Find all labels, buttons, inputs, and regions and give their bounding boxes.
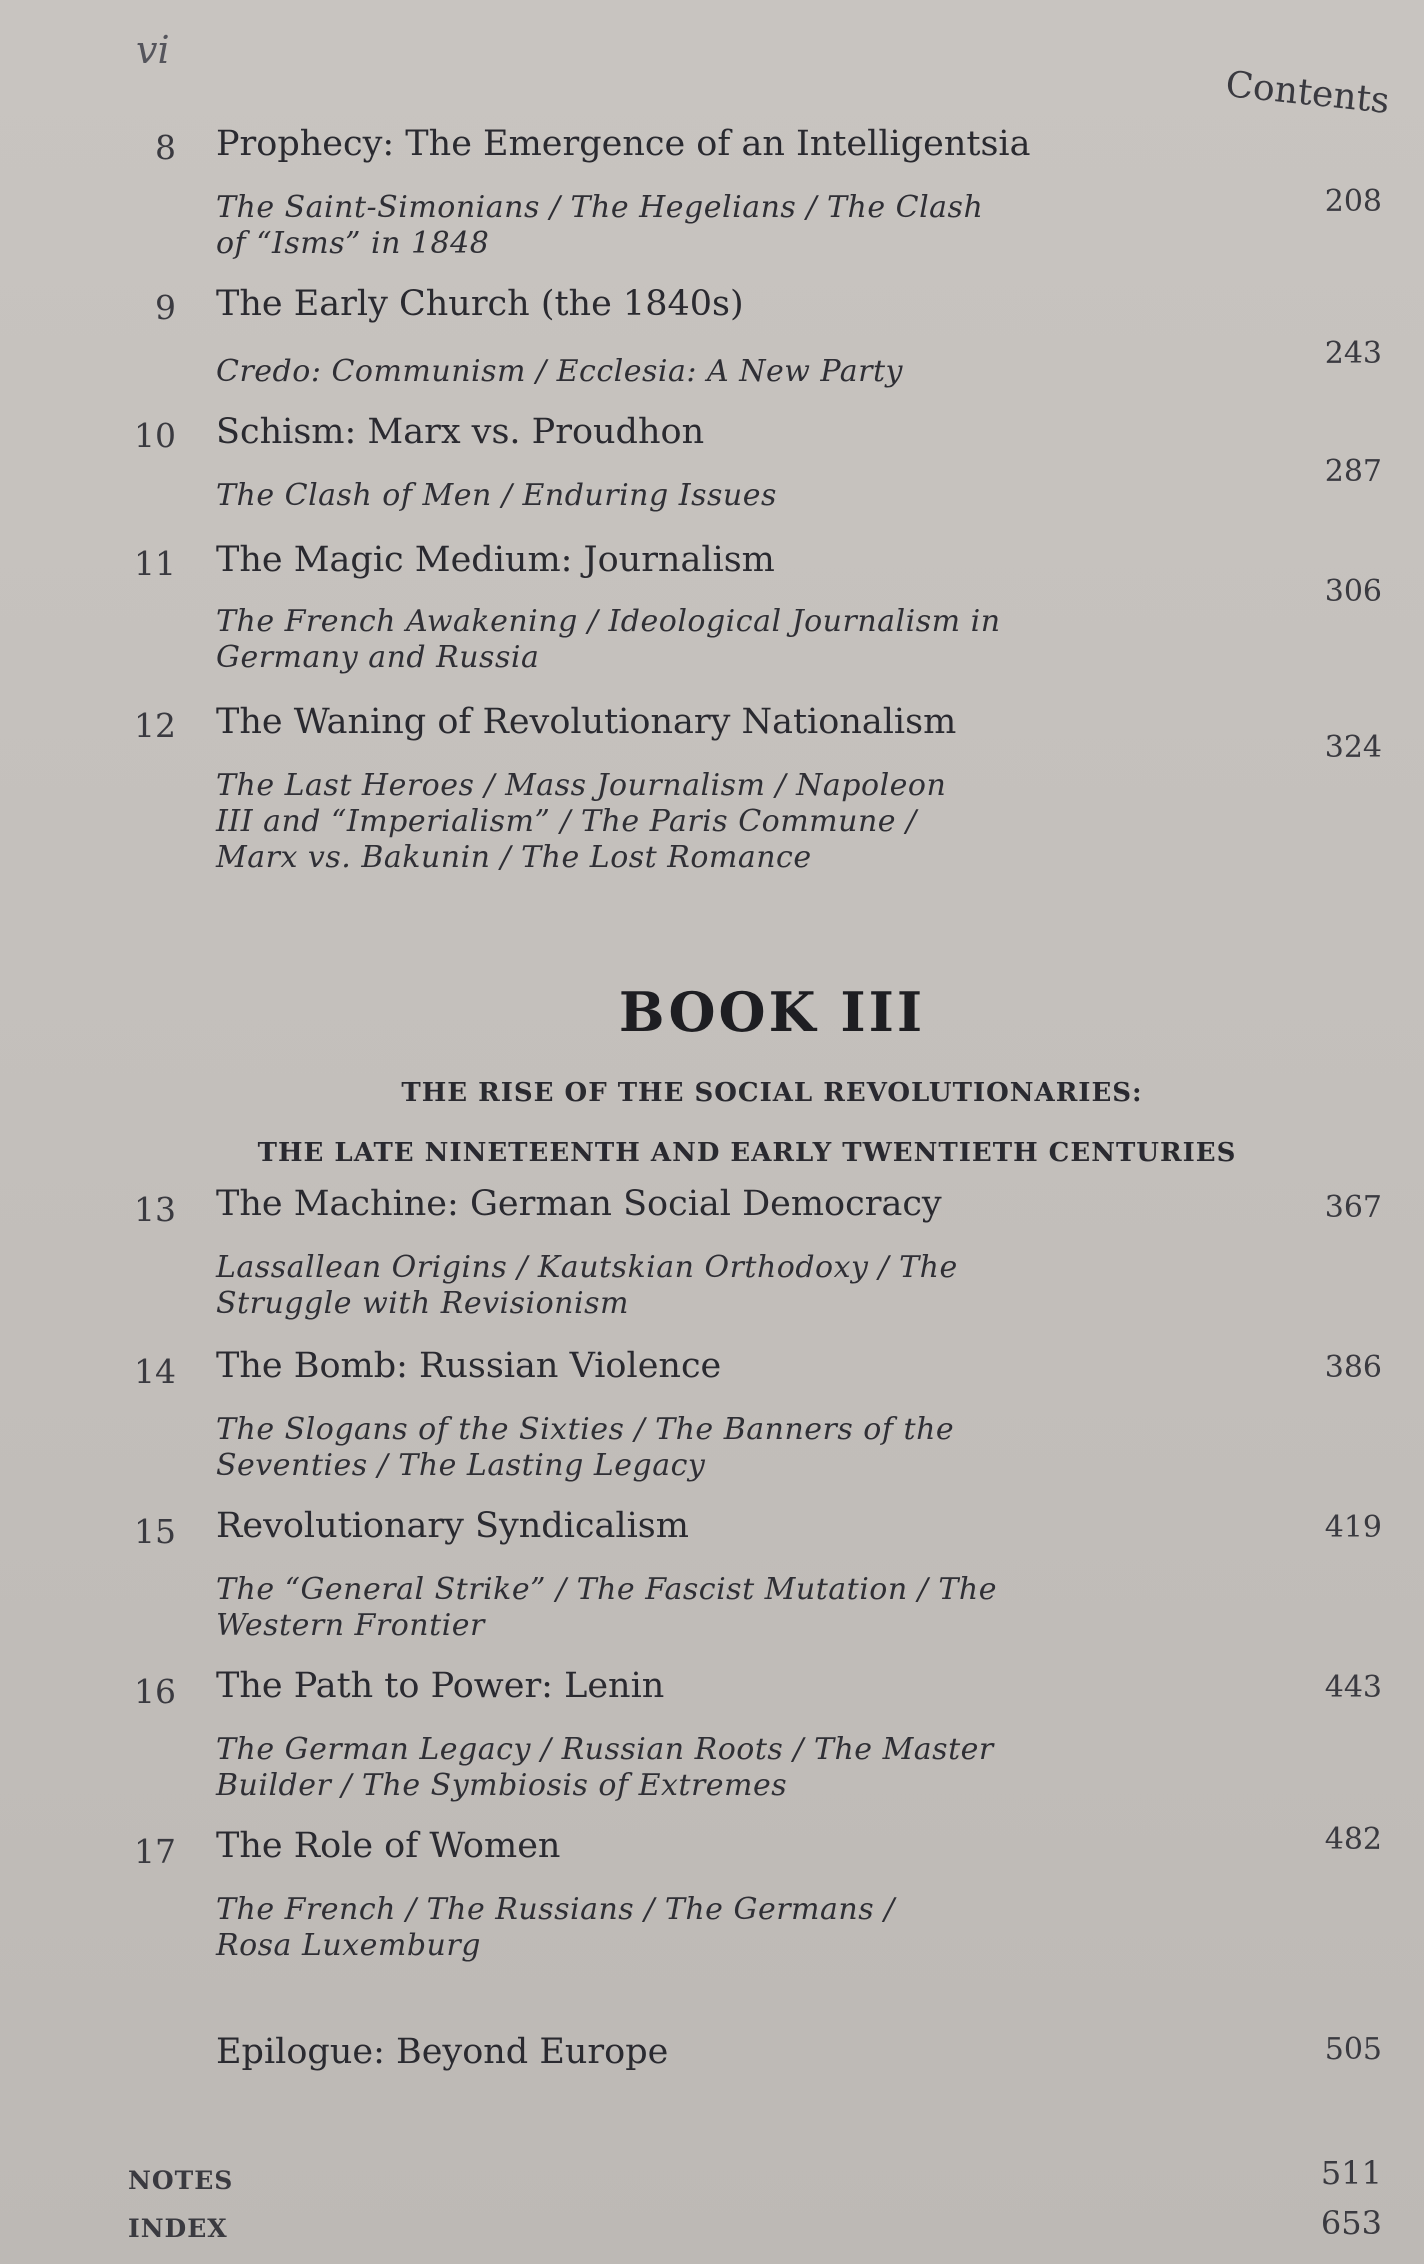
- subtopic-line: The Clash of Men / Enduring Issues: [216, 478, 777, 513]
- chapter-subtopics: [216, 1572, 1146, 1644]
- subtopic-line: Builder / The Symbiosis of Extremes: [216, 1768, 788, 1803]
- chapter-page: 419: [1324, 1510, 1382, 1545]
- chapter-page: 443: [1324, 1670, 1382, 1705]
- index-label: INDEX: [128, 2214, 228, 2243]
- chapter-number: 17: [134, 1832, 176, 1871]
- subtopic-line: Germany and Russia: [216, 640, 540, 675]
- chapter-number: 15: [134, 1512, 176, 1551]
- chapter-subtopics: [216, 354, 1146, 390]
- subtopic-line: III and “Imperialism” / The Paris Commune /: [216, 804, 917, 839]
- subtopic-line: The German Legacy / Russian Roots / The Master: [216, 1732, 994, 1767]
- subtopic-line: The “General Strike” / The Fascist Mutation / The: [216, 1572, 997, 1607]
- chapter-page: 367: [1324, 1190, 1382, 1225]
- chapter-title: Schism: Marx vs. Proudhon: [216, 412, 705, 452]
- chapter-number: 10: [134, 416, 176, 455]
- chapter-subtopics: [216, 1892, 1146, 1964]
- chapter-page: 208: [1324, 184, 1382, 219]
- subtopic-line: Western Frontier: [216, 1608, 485, 1643]
- chapter-page: 324: [1324, 730, 1382, 765]
- subtopic-line: The Slogans of the Sixties / The Banners of the: [216, 1412, 955, 1447]
- chapter-page: 386: [1324, 1350, 1382, 1385]
- chapter-title: The Role of Women: [216, 1826, 561, 1866]
- chapter-title: The Machine: German Social Democracy: [216, 1184, 942, 1224]
- chapter-subtopics: [216, 1250, 1146, 1322]
- chapter-subtopics: [216, 768, 1146, 876]
- chapter-number: 14: [134, 1352, 176, 1391]
- subtopic-line: Struggle with Revisionism: [216, 1286, 629, 1321]
- subtopic-line: The Saint-Simonians / The Hegelians / The Clash: [216, 190, 984, 225]
- subtopic-line: of “Isms” in 1848: [216, 226, 490, 261]
- chapter-page: 482: [1324, 1822, 1382, 1857]
- chapter-title: The Magic Medium: Journalism: [216, 540, 775, 580]
- book-subtitle: THE RISE OF THE SOCIAL REVOLUTIONARIES:: [401, 1078, 1143, 1108]
- subtopic-line: Rosa Luxemburg: [216, 1928, 481, 1963]
- chapter-title: The Bomb: Russian Violence: [216, 1346, 722, 1386]
- chapter-title: The Early Church (the 1840s): [216, 284, 744, 324]
- chapter-number: 9: [155, 288, 176, 327]
- notes-label: NOTES: [128, 2166, 234, 2195]
- chapter-subtopics: [216, 604, 1146, 676]
- chapter-number: 12: [134, 706, 176, 745]
- subtopic-line: Seventies / The Lasting Legacy: [216, 1448, 706, 1483]
- chapter-subtopics: [216, 1732, 1146, 1804]
- subtopic-line: Marx vs. Bakunin / The Lost Romance: [216, 840, 812, 875]
- index-page: 653: [1320, 2204, 1382, 2242]
- chapter-subtopics: [216, 478, 1146, 514]
- chapter-title: Prophecy: The Emergence of an Intelligentsia: [216, 124, 1031, 164]
- chapter-number: 8: [155, 128, 176, 167]
- chapter-title: Revolutionary Syndicalism: [216, 1506, 689, 1546]
- subtopic-line: The Last Heroes / Mass Journalism / Napoleon: [216, 768, 947, 803]
- chapter-number: 16: [134, 1672, 176, 1711]
- page-folio: vi: [136, 28, 170, 72]
- chapter-title: The Path to Power: Lenin: [216, 1666, 665, 1706]
- chapter-number: 11: [134, 544, 176, 583]
- chapter-title: The Waning of Revolutionary Nationalism: [216, 702, 957, 742]
- chapter-page: 243: [1324, 336, 1382, 371]
- notes-page: 511: [1320, 2154, 1382, 2192]
- epilogue-title: Epilogue: Beyond Europe: [216, 2032, 669, 2072]
- book-heading: BOOK III: [618, 980, 926, 1044]
- subtopic-line: Lassallean Origins / Kautskian Orthodoxy / The: [216, 1250, 958, 1285]
- chapter-subtopics: [216, 190, 1146, 262]
- running-head: Contents: [1223, 64, 1392, 122]
- chapter-page: 306: [1324, 574, 1382, 609]
- book-subtitle: THE LATE NINETEENTH AND EARLY TWENTIETH CENTURIES: [257, 1138, 1237, 1168]
- chapter-number: 13: [134, 1190, 176, 1229]
- chapter-subtopics: [216, 1412, 1146, 1484]
- subtopic-line: The French / The Russians / The Germans /: [216, 1892, 895, 1927]
- subtopic-line: The French Awakening / Ideological Journalism in: [216, 604, 1001, 639]
- epilogue-page: 505: [1324, 2032, 1382, 2067]
- chapter-page: 287: [1324, 454, 1382, 489]
- subtopic-line: Credo: Communism / Ecclesia: A New Party: [216, 354, 903, 389]
